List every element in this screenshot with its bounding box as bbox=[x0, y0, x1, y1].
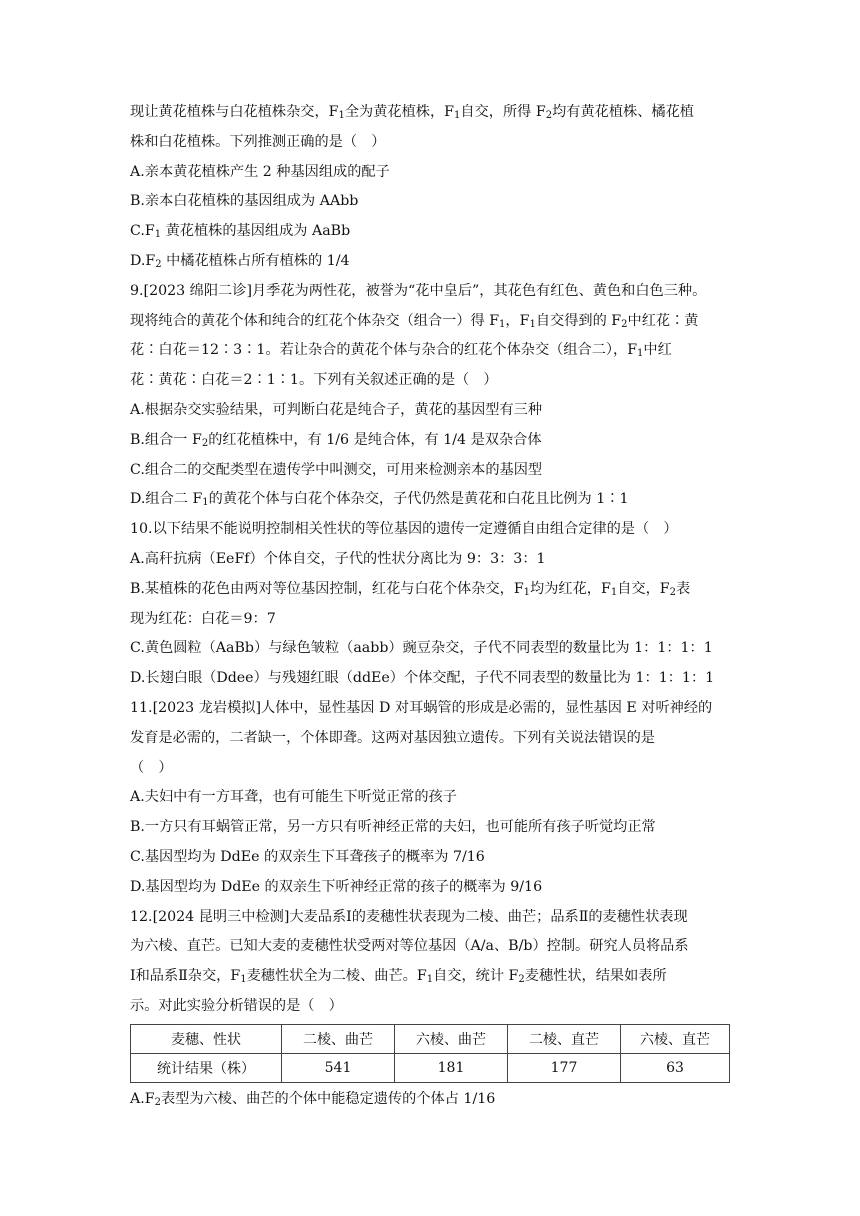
table-header-cell: 麦穗、性状 bbox=[131, 1024, 282, 1053]
table-header-row bbox=[131, 1024, 730, 1053]
table-cell: 63 bbox=[621, 1053, 730, 1082]
text-line: C.组合二的交配类型在遗传学中叫测交，可用来检测亲本的基因型 bbox=[130, 461, 543, 478]
text-line: （ ） bbox=[130, 759, 173, 776]
text-line: 花∶白花＝12∶3∶1。若让杂合的黄花个体与杂合的红花个体杂交（组合二），$F_1$中红 bbox=[130, 342, 672, 360]
table-header-cell: 二棱、直芒 bbox=[508, 1024, 621, 1053]
text-line: 发育是必需的，二者缺一，个体即聋。这两对基因独立遗传。下列有关说法错误的是 bbox=[130, 729, 655, 746]
text-line: A.亲本黄花植株产生 2 种基因组成的配子 bbox=[130, 163, 390, 180]
text-line: B.某植株的花色由两对等位基因控制，红花与白花个体杂交，$F_1$均为红花，$F_1$自交，$F_2$表 bbox=[130, 580, 691, 598]
text-line: D.长翅白眼（Ddee）与残翅红眼（ddEe）个体交配，子代不同表型的数量比为 1：1：1：1 bbox=[130, 670, 715, 687]
table-row bbox=[131, 1053, 730, 1082]
text-line: 9.[2023 绵阳二诊]月季花为两性花，被誉为“花中皇后”，其花色有红色、黄色和白色三种。 bbox=[130, 282, 707, 299]
question-text-after-table bbox=[130, 1085, 730, 1115]
text-line: $A.F_2$表型为六棱、曲芒的个体中能稳定遗传的个体占 1/16 bbox=[130, 1090, 496, 1108]
text-line: B.一方只有耳蜗管正常，另一方只有听神经正常的夫妇，也可能所有孩子听觉均正常 bbox=[130, 819, 656, 836]
document-page bbox=[130, 98, 730, 1115]
text-line: 10.以下结果不能说明控制相关性状的等位基因的遗传一定遵循自由组合定律的是（ ） bbox=[130, 521, 678, 538]
text-line: 现将纯合的黄花个体和纯合的红花个体杂交（组合一）得 $F_1$，$F_1$自交得到的 $F_2$中红花∶黄 bbox=[130, 312, 699, 330]
text-line: 花∶黄花∶白花＝2∶1∶1。下列有关叙述正确的是（ ） bbox=[130, 372, 498, 389]
table-header-cell: 二棱、曲芒 bbox=[282, 1024, 395, 1053]
table-cell: 统计结果（株） bbox=[131, 1053, 282, 1082]
text-line: 11.[2023 龙岩模拟]人体中，显性基因 D 对耳蜗管的形成是必需的，显性基因 E 对听神经的 bbox=[130, 699, 713, 716]
text-line: C.黄色圆粒（AaBb）与绿色皱粒（aabb）豌豆杂交，子代不同表型的数量比为 1：1：1：1 bbox=[130, 640, 713, 657]
table-header-cell: 六棱、直芒 bbox=[621, 1024, 730, 1053]
text-line: 示。对此实验分析错误的是（ ） bbox=[130, 997, 343, 1014]
text-line: D.基因型均为 DdEe 的双亲生下听神经正常的孩子的概率为 9/16 bbox=[130, 878, 543, 895]
table-cell: 177 bbox=[508, 1053, 621, 1082]
text-line: 现让黄花植株与白花植株杂交，$F_1$全为黄花植株，$F_1$自交，所得 $F_2$均有黄花植株、橘花植 bbox=[130, 104, 694, 121]
table-cell: 181 bbox=[395, 1053, 508, 1082]
text-line: C.基因型均为 DdEe 的双亲生下耳聋孩子的概率为 7/16 bbox=[130, 848, 485, 865]
text-line: 现为红花：白花＝9：7 bbox=[130, 610, 276, 627]
text-line: $D.F_2$ 中橘花植株占所有植株的 1/4 bbox=[130, 252, 350, 270]
text-line: Ⅰ和品系Ⅱ杂交，$F_1$麦穗性状全为二棱、曲芒。$F_1$自交，统计 $F_2$麦穗性状，结果如表所 bbox=[130, 968, 667, 986]
text-line: $C.F_1$ 黄花植株的基因组成为 AaBb bbox=[130, 223, 351, 241]
text-line: 12.[2024 昆明三中检测]大麦品系Ⅰ的麦穗性状表现为二棱、曲芒；品系Ⅱ的麦穗性状表现 bbox=[130, 908, 688, 925]
stats-table bbox=[130, 1024, 730, 1083]
table-cell: 541 bbox=[282, 1053, 395, 1082]
text-line: A.高秆抗病（EeFf）个体自交，子代的性状分离比为 9：3：3：1 bbox=[130, 550, 546, 567]
text-line: 株和白花植株。下列推测正确的是（ ） bbox=[130, 133, 386, 150]
text-line: A.根据杂交实验结果，可判断白花是纯合子，黄花的基因型有三种 bbox=[130, 401, 543, 418]
text-line: D.组合二 $F_1$的黄花个体与白花个体杂交，子代仍然是黄花和白花且比例为 1∶1 bbox=[130, 491, 629, 509]
text-line: B.组合一 $F_2$的红花植株中，有 1/6 是纯合体，有 1/4 是双杂合体 bbox=[130, 431, 542, 449]
text-line: 为六棱、直芒。已知大麦的麦穗性状受两对等位基因（A/a、B/b）控制。研究人员将品系 bbox=[130, 938, 689, 955]
table-header-cell: 六棱、曲芒 bbox=[395, 1024, 508, 1053]
text-line: B.亲本白花植株的基因组成为 AAbb bbox=[130, 193, 359, 210]
question-text bbox=[130, 98, 730, 1022]
text-line: A.夫妇中有一方耳聋，也有可能生下听觉正常的孩子 bbox=[130, 789, 457, 806]
